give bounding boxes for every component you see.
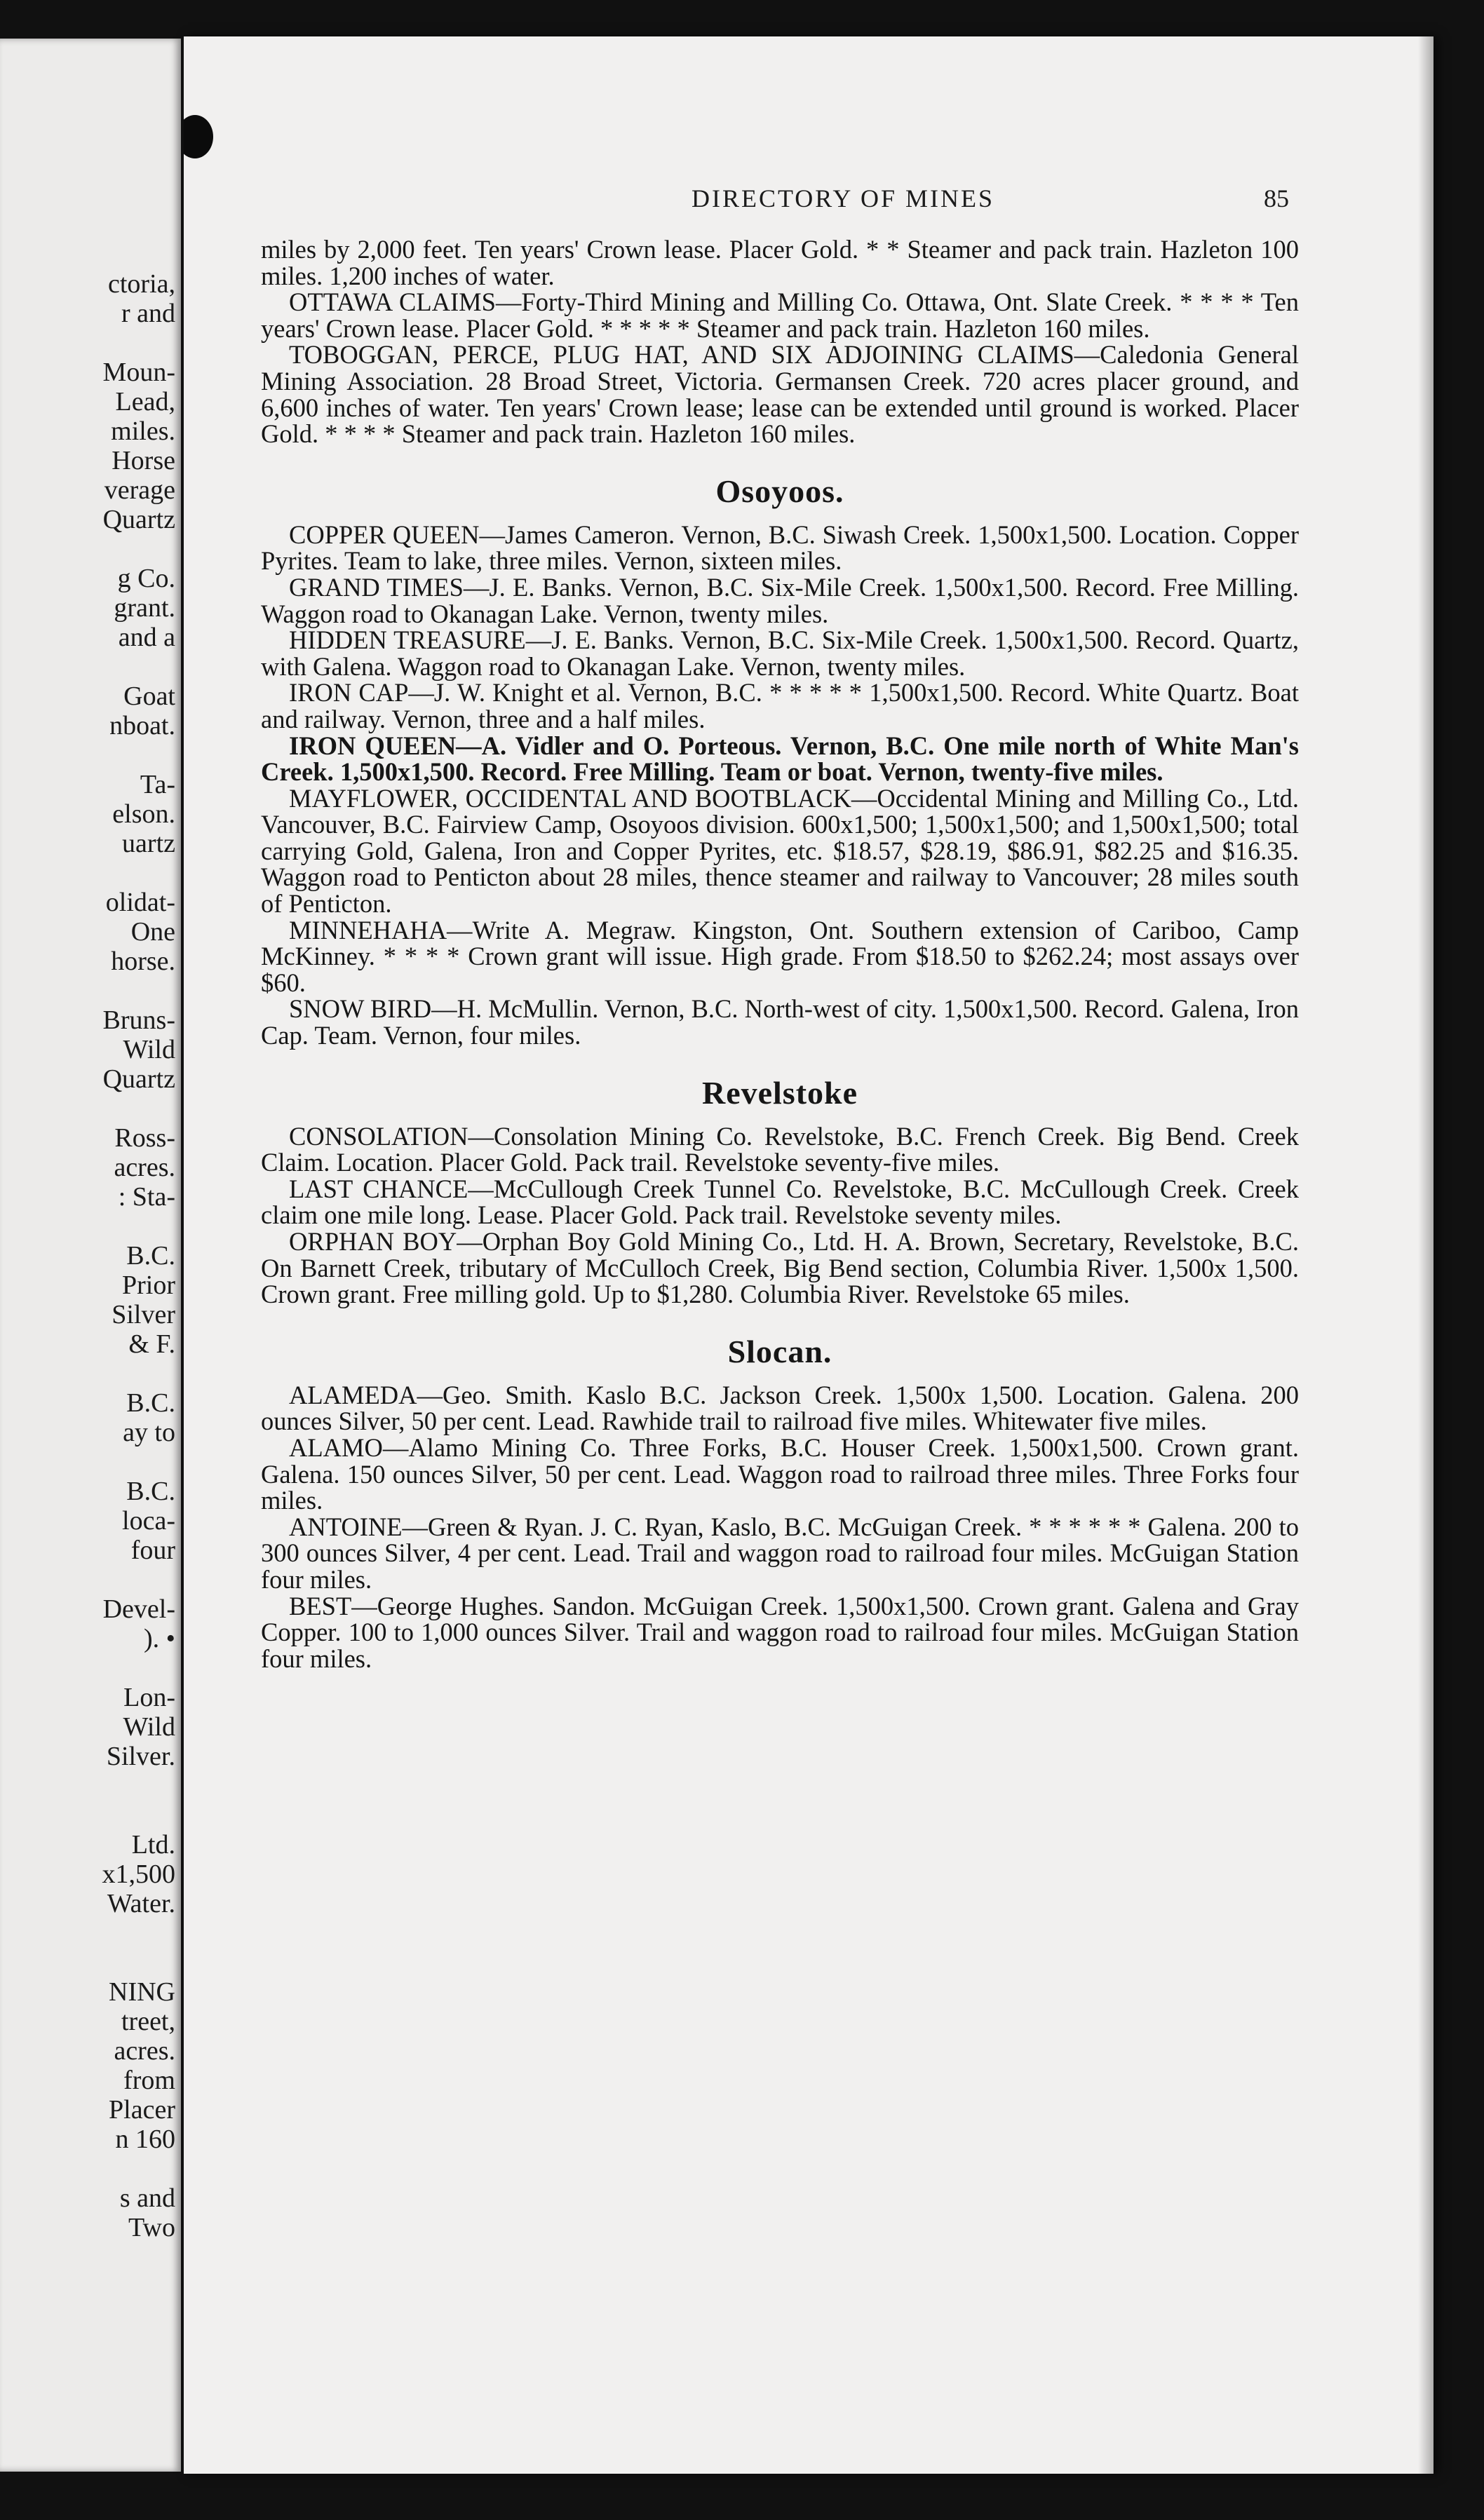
- facing-page-text-fragment: Lon-: [123, 1683, 175, 1712]
- entry-paragraph: IRON CAP—J. W. Knight et al. Vernon, B.C. * * * * * 1,500x1,500. Record. White Quartz. Boat and railway. Vernon, three and a half miles.: [261, 678, 1299, 733]
- entry-paragraph: COPPER QUEEN—James Cameron. Vernon, B.C. Siwash Creek. 1,500x1,500. Location. Copper Pyrites. Team to lake, three miles. Vernon, sixteen miles.: [261, 520, 1299, 576]
- facing-page-text-fragment: loca-: [122, 1506, 175, 1536]
- page-edge-shadow: [1418, 36, 1434, 2474]
- facing-page-text-fragment: Silver: [112, 1300, 175, 1329]
- entry-paragraph: ALAMO—Alamo Mining Co. Three Forks, B.C. Houser Creek. 1,500x1,500. Crown grant. Galena. 150 ounces Silver, 50 per cent. Lead. Waggon road to railroad three miles. Three Forks four miles.: [261, 1432, 1299, 1515]
- facing-page-text-fragment: Devel-: [102, 1594, 175, 1624]
- facing-page-text-fragment: : Sta-: [118, 1182, 175, 1212]
- facing-page-text-fragment: Wild: [123, 1712, 175, 1742]
- section-heading-osoyoos: Osoyoos.: [715, 473, 844, 509]
- entry-paragraph: TOBOGGAN, PERCE, PLUG HAT, AND SIX ADJOINING CLAIMS—Caledonia General Mining Association. 28 Broad Street, Victoria. Germansen Creek. 720 acres placer ground, and 6,600 inches of water. Ten years' Crown lease; lease can be extended until ground is worked. Placer Gold. * * * * Steamer and pack train. Hazleton 160 miles.: [261, 340, 1299, 449]
- running-head: DIRECTORY OF MINES: [691, 184, 995, 212]
- facing-page-text-fragment: four: [130, 1536, 175, 1565]
- facing-page-text-fragment: Ross-: [114, 1123, 175, 1153]
- facing-page-text-fragment: nboat.: [109, 711, 175, 740]
- binding-hole-icon: [184, 115, 213, 158]
- entry-paragraph: GRAND TIMES—J. E. Banks. Vernon, B.C. Six-Mile Creek. 1,500x1,500. Record. Free Milling. Waggon road to Okanagan Lake. Vernon, twenty miles.: [261, 572, 1299, 628]
- facing-page-text-fragment: ctoria,: [107, 269, 175, 299]
- entry-paragraph: ALAMEDA—Geo. Smith. Kaslo B.C. Jackson Creek. 1,500x 1,500. Location. Galena. 200 ounces Silver, 50 per cent. Lead. Rawhide trail to railroad five miles. Whitewater five miles.: [261, 1380, 1299, 1436]
- facing-page-text-fragment: Prior: [122, 1271, 175, 1300]
- facing-page-text-fragment: acres.: [114, 1153, 175, 1182]
- facing-page-text-fragment: Horse: [112, 446, 175, 475]
- facing-page-text-fragment: Wild: [123, 1035, 175, 1064]
- section-heading-revelstoke: Revelstoke: [701, 1074, 858, 1111]
- page-number: 85: [1264, 184, 1289, 212]
- entry-paragraph: OTTAWA CLAIMS—Forty-Third Mining and Milling Co. Ottawa, Ont. Slate Creek. * * * * Ten years' Crown lease. Placer Gold. * * * * * Steamer and pack train. Hazleton 160 miles.: [261, 287, 1299, 343]
- facing-page-text-fragment: Quartz: [102, 1064, 175, 1094]
- entry-paragraph: IRON QUEEN—A. Vidler and O. Porteous. Vernon, B.C. One mile north of White Man's Creek. 1,500x1,500. Record. Free Milling. Team or boat. Vernon, twenty-five miles.: [261, 731, 1299, 787]
- facing-page-text-fragment: miles.: [111, 416, 175, 446]
- facing-page-fragment: [0, 39, 181, 2472]
- facing-page-text-fragment: g Co.: [117, 564, 175, 593]
- entry-paragraph: ANTOINE—Green & Ryan. J. C. Ryan, Kaslo, B.C. McGuigan Creek. * * * * * * Galena. 200 to 300 ounces Silver, 4 per cent. Lead. Trail and waggon road to railroad four miles. McGuigan Station four miles.: [261, 1512, 1299, 1594]
- entry-paragraph: HIDDEN TREASURE—J. E. Banks. Vernon, B.C. Six-Mile Creek. 1,500x1,500. Record. Quartz, with Galena. Waggon road to Okanagan Lake. Vernon, twenty miles.: [261, 625, 1299, 681]
- entry-paragraph: BEST—George Hughes. Sandon. McGuigan Creek. 1,500x1,500. Crown grant. Galena and Gray Copper. 100 to 1,000 ounces Silver. Trail and waggon road to railroad four miles. McGuigan Station four miles.: [261, 1591, 1299, 1673]
- facing-page-text-fragment: Ltd.: [131, 1830, 175, 1859]
- facing-page-text-fragment: & F.: [128, 1329, 175, 1359]
- facing-page-text-fragment: Moun-: [102, 358, 175, 387]
- facing-page-text-fragment: from: [123, 2066, 175, 2095]
- facing-page-text-fragment: Two: [128, 2213, 175, 2242]
- facing-page-text-fragment: B.C.: [126, 1477, 175, 1506]
- facing-page-text-fragment: r and: [121, 299, 175, 328]
- facing-page-text-fragment: elson.: [112, 799, 175, 829]
- facing-page-text-fragment: Silver.: [106, 1742, 175, 1771]
- facing-page-text-fragment: NING: [109, 1977, 175, 2007]
- facing-page-text-fragment: B.C.: [126, 1241, 175, 1271]
- facing-page-text-fragment: olidat-: [105, 888, 175, 917]
- facing-page-text-fragment: Lead,: [115, 387, 175, 416]
- facing-page-text-fragment: treet,: [121, 2007, 175, 2036]
- facing-page-text-fragment: s and: [119, 2183, 175, 2213]
- entry-paragraph: MINNEHAHA—Write A. Megraw. Kingston, Ont. Southern extension of Cariboo, Camp McKinney. * * * * Crown grant will issue. High grade. From $18.50 to $262.24; most assays over $60.: [261, 915, 1299, 997]
- facing-page-text-fragment: Water.: [107, 1889, 175, 1918]
- facing-page-text-fragment: Placer: [109, 2095, 175, 2125]
- entry-paragraph: MAYFLOWER, OCCIDENTAL AND BOOTBLACK—Occidental Mining and Milling Co., Ltd. Vancouver, B.C. Fairview Camp, Osoyoos division. 600x1,500; 1,500x1,500; and 1,500x1,500; total carrying Gold, Galena, Iron and Copper Pyrites, etc. $18.57, $28.19, $86.91, $82.25 and $16.35. Waggon road to Penticton about 28 miles, thence steamer and railway to Vancouver; 28 miles south of Penticton.: [261, 783, 1299, 919]
- facing-page-text-fragment: ay to: [123, 1418, 175, 1447]
- page-body: [261, 236, 1299, 1672]
- entry-paragraph: ORPHAN BOY—Orphan Boy Gold Mining Co., Ltd. H. A. Brown, Secretary, Revelstoke, B.C. On Barnett Creek, tributary of McCulloch Creek, Big Bend section, Columbia River. 1,500x 1,500. Crown grant. Free milling gold. Up to $1,280. Columbia River. Revelstoke 65 miles.: [261, 1227, 1299, 1309]
- facing-page-text-fragment: x1,500: [102, 1859, 175, 1889]
- facing-page-text-fragment: One: [130, 917, 175, 947]
- facing-page-text-fragment: n 160: [115, 2125, 175, 2154]
- facing-page-text-fragment: verage: [104, 475, 175, 505]
- entry-paragraph: miles by 2,000 feet. Ten years' Crown lease. Placer Gold. * * Steamer and pack train. Hazleton 100 miles. 1,200 inches of water.: [261, 235, 1299, 290]
- entry-paragraph: LAST CHANCE—McCullough Creek Tunnel Co. Revelstoke, B.C. McCullough Creek. Creek claim one mile long. Lease. Placer Gold. Pack trail. Revelstoke seventy miles.: [261, 1174, 1299, 1230]
- entry-paragraph: SNOW BIRD—H. McMullin. Vernon, B.C. North-west of city. 1,500x1,500. Record. Galena, Iron Cap. Team. Vernon, four miles.: [261, 994, 1299, 1050]
- facing-page-text-fragment: acres.: [114, 2036, 175, 2066]
- facing-page-text-fragment: and a: [118, 623, 175, 652]
- facing-page-text-fragment: Bruns-: [102, 1005, 175, 1035]
- facing-page-text-fragment: Ta-: [140, 770, 175, 799]
- section-heading-slocan: Slocan.: [727, 1333, 832, 1369]
- facing-page-text-fragment: grant.: [114, 593, 175, 623]
- facing-page-text-fragment: horse.: [111, 947, 175, 976]
- facing-page-text-fragment: Quartz: [102, 505, 175, 534]
- facing-page-text-fragment: B.C.: [126, 1388, 175, 1418]
- facing-page-text-fragment: Goat: [123, 682, 175, 711]
- entry-paragraph: CONSOLATION—Consolation Mining Co. Revelstoke, B.C. French Creek. Big Bend. Creek Claim. Location. Placer Gold. Pack trail. Revelstoke seventy-five miles.: [261, 1121, 1299, 1177]
- facing-page-text-fragment: ). •: [144, 1624, 175, 1653]
- document-page: [184, 36, 1434, 2474]
- facing-page-text-fragment: uartz: [122, 829, 175, 858]
